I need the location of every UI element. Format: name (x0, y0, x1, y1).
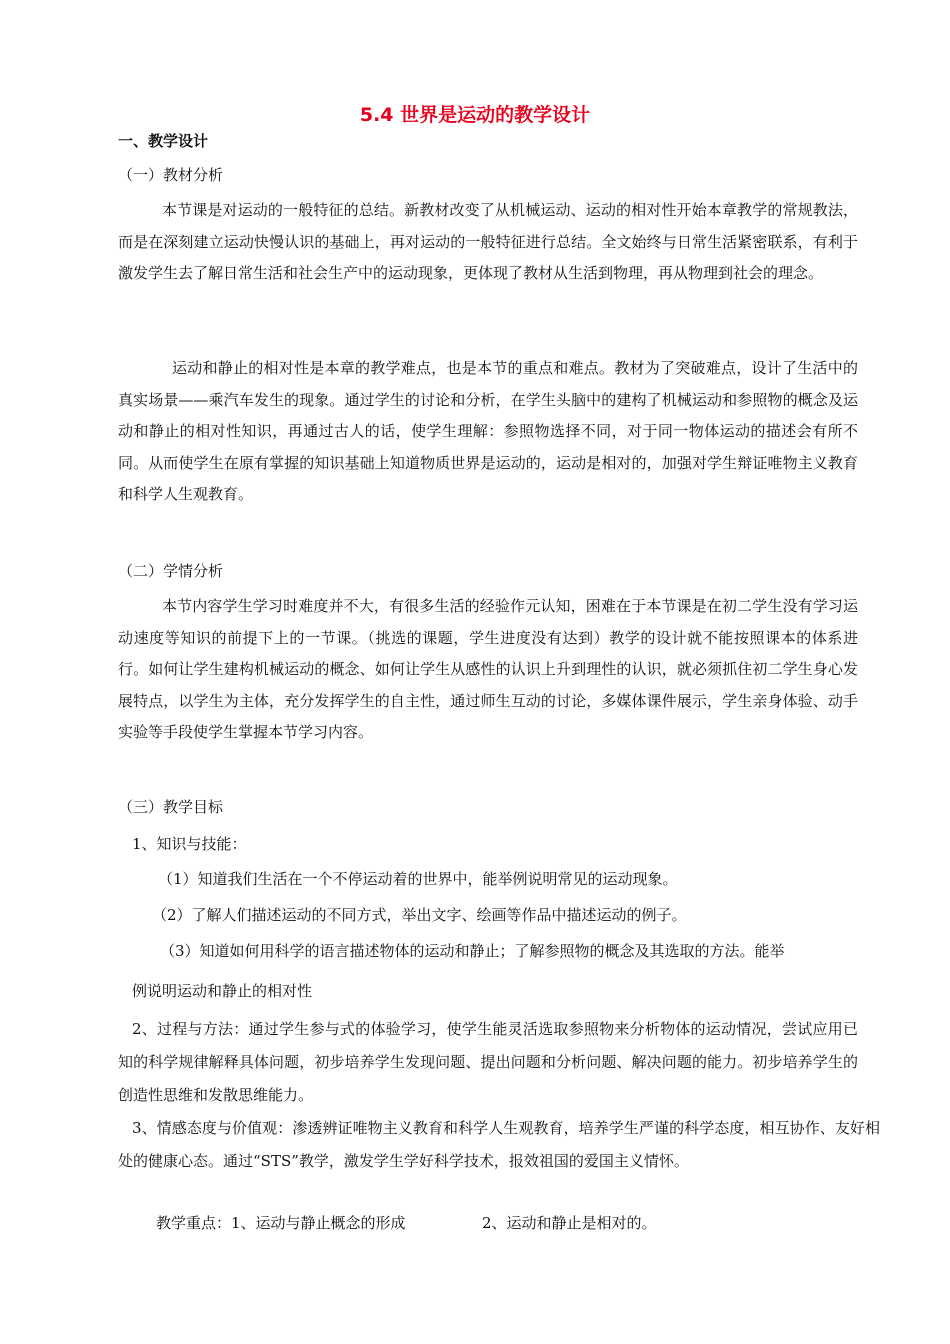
goal-knowledge-item-3-cont: 例说明运动和静止的相对性 (132, 982, 313, 1000)
paragraph-students-1: 本节内容学生学习时难度并不大，有很多生活的经验作元认知，困难在于本节课是在初二学生没有学习运动速度等知识的前提下上的一节课。（挑选的课题，学生进度没有达到）教学的设计就不能按照课本的体系进行。如何让学生建构机械运动的概念、如何让学生从感性的认识上升到理性的认识，就必须抓住初二学生身心发展特点，以学生为主体，充分发挥学生的自主性，通过师生互动的讨论，多媒体课件展示，学生亲身体验、动手实验等手段使学生掌握本节学习内容。 (118, 597, 858, 742)
document-title: 5.4 世界是运动的教学设计 (359, 104, 591, 126)
subsection-heading-goals: （三）教学目标 (118, 798, 224, 816)
teaching-focus-2: 2、运动和静止是相对的。 (482, 1214, 657, 1232)
goal-attitude-paragraph: 3、情感态度与价值观：渗透辨证唯物主义教育和科学人生观教育，培养学生严谨的科学态度，相互协作、友好相处的健康心态。通过“STS”教学，激发学生学好科学技术，报效祖国的爱国主义情怀。 (118, 1119, 880, 1170)
subsection-heading-material: （一）教材分析 (118, 166, 224, 184)
goal-knowledge-item-1: （1）知道我们生活在一个不停运动着的世界中，能举例说明常见的运动现象。 (158, 870, 678, 888)
goal-knowledge-item-3: （3）知道如何用科学的语言描述物体的运动和静止；了解参照物的概念及其选取的方法。能举 (160, 942, 785, 960)
section-heading-design: 一、教学设计 (118, 132, 209, 150)
paragraph-material-1: 本节课是对运动的一般特征的总结。新教材改变了从机械运动、运动的相对性开始本章教学的常规教法，而是在深刻建立运动快慢认识的基础上，再对运动的一般特征进行总结。全文始终与日常生活紧密联系，有利于激发学生去了解日常生活和社会生产中的运动现象，更体现了教材从生活到物理，再从物理到社会的理念。 (118, 201, 858, 283)
teaching-focus-1: 教学重点：1、运动与静止概念的形成 (156, 1214, 406, 1232)
goal-process-paragraph: 2、过程与方法：通过学生参与式的体验学习，使学生能灵活选取参照物来分析物体的运动情况，尝试应用已知的科学规律解释具体问题，初步培养学生发现问题、提出问题和分析问题、解决问题的能力。初步培养学生的创造性思维和发散思维能力。 (118, 1020, 858, 1104)
goal-knowledge-item-2: （2）了解人们描述运动的不同方式，举出文字、绘画等作品中描述运动的例子。 (152, 906, 687, 924)
goal-knowledge-heading: 1、知识与技能： (132, 835, 247, 853)
paragraph-material-2: 运动和静止的相对性是本章的教学难点，也是本节的重点和难点。教材为了突破难点，设计了生活中的真实场景——乘汽车发生的现象。通过学生的讨论和分析，在学生头脑中的建构了机械运动和参照物的概念及运动和静止的相对性知识，再通过古人的话，使学生理解：参照物选择不同，对于同一物体运动的描述会有所不同。从而使学生在原有掌握的知识基础上知道物质世界是运动的，运动是相对的，加强对学生辩证唯物主义教育和科学人生观教育。 (118, 359, 858, 504)
subsection-heading-students: （二）学情分析 (118, 562, 224, 580)
